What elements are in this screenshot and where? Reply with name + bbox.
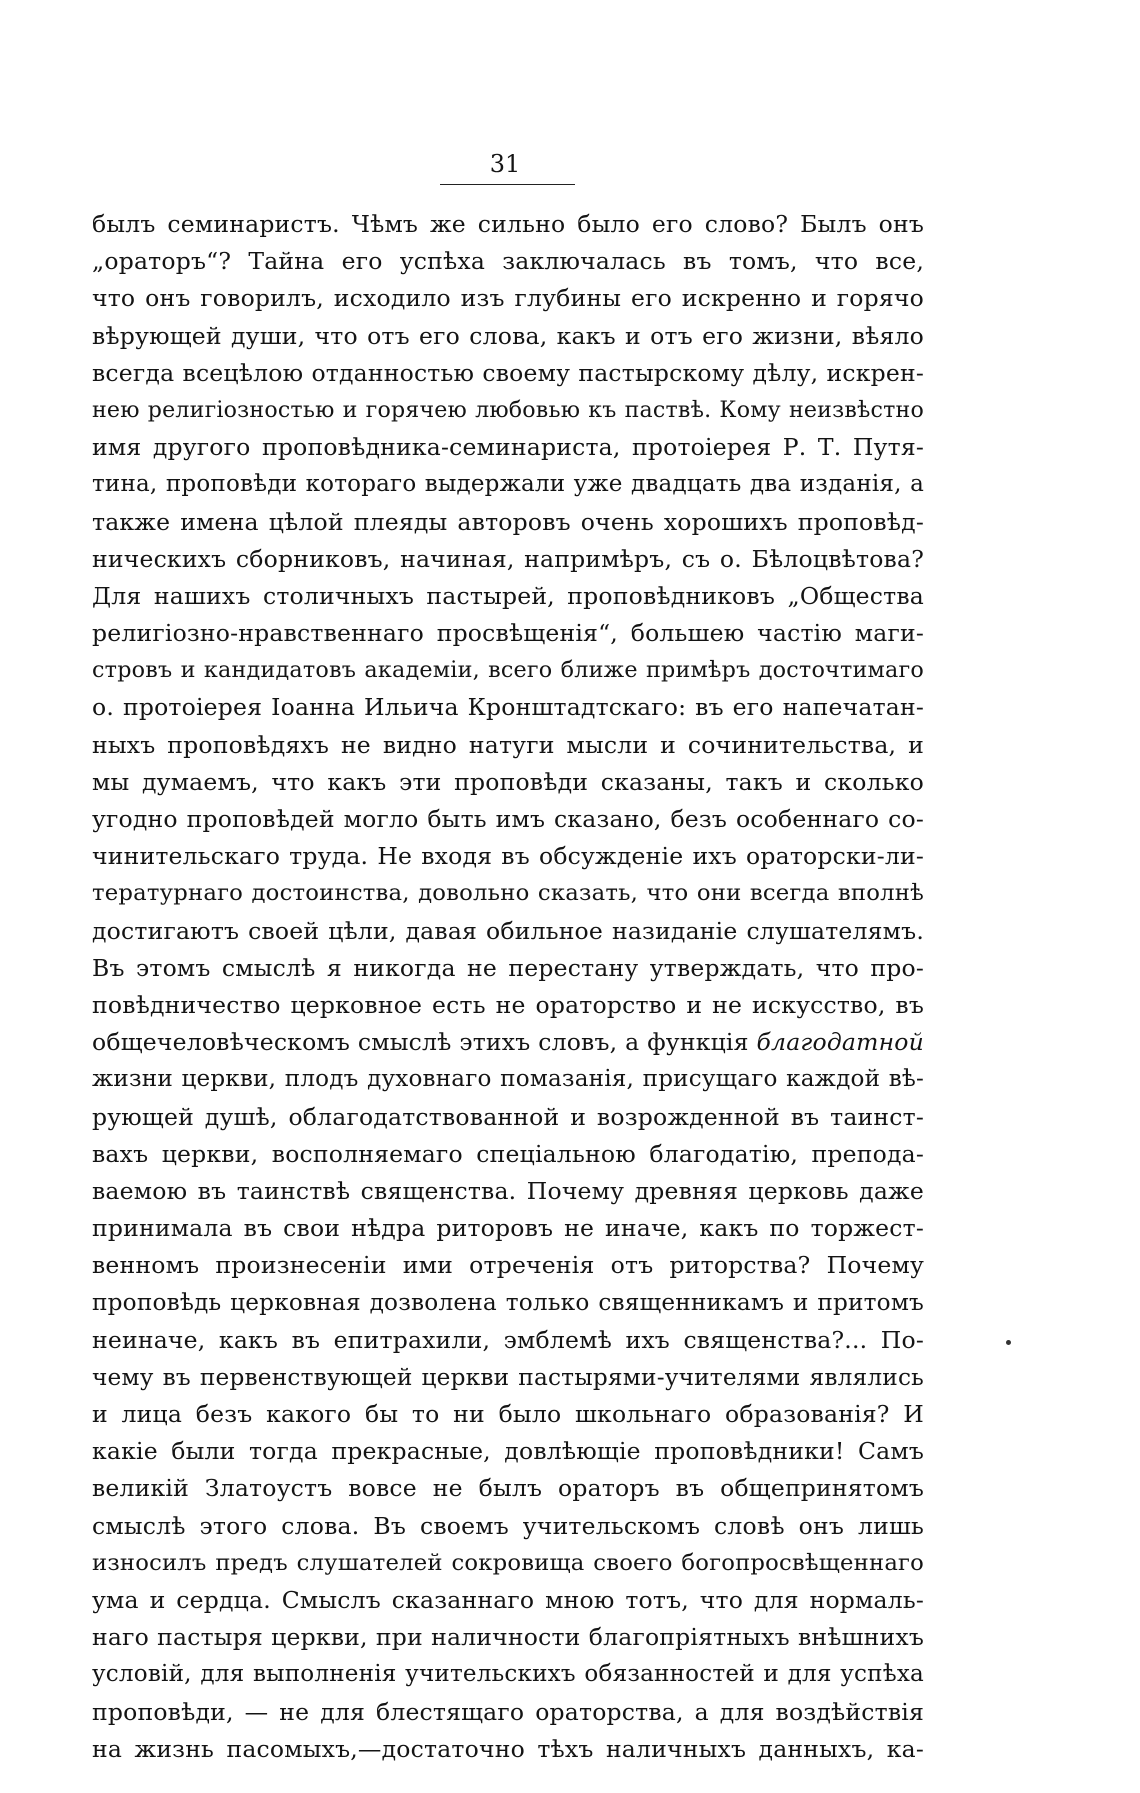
text-line: ническихъ сборниковъ, начиная, напримѣръ, съ о. Бѣлоцвѣтова? <box>92 544 924 573</box>
text-line: повѣдничество церковное есть не ораторство и не искусство, въ <box>92 990 924 1019</box>
text-line: вахъ церкви, восполняемаго спеціальною благодатію, препода- <box>92 1139 924 1168</box>
text-line: износилъ предъ слушателей сокровища своего богопросвѣщеннаго <box>92 1549 924 1576</box>
body-text <box>92 206 924 1768</box>
text-line: ваемою въ таинствѣ священства. Почему древняя церковь даже <box>92 1176 924 1205</box>
text-line: какіе были тогда прекрасные, довлѣющіе проповѣдники! Самъ <box>92 1437 924 1466</box>
text-line: великій Златоустъ вовсе не былъ ораторъ въ общепринятомъ <box>92 1474 924 1503</box>
text-line: мы думаемъ, что какъ эти проповѣди сказаны, такъ и сколько <box>92 767 924 796</box>
text-line: чему въ первенствующей церкви пастырями-учителями являлись <box>92 1363 924 1391</box>
text-line: Въ этомъ смыслѣ я никогда не перестану утверждать, что про- <box>92 953 924 982</box>
text-line: рующей душѣ, облагодатствованной и возрожденной въ таинст- <box>92 1102 924 1131</box>
text-line: нею религіозностью и горячею любовью къ паствѣ. Кому неизвѣстно <box>92 396 924 423</box>
text-line: чинительскаго труда. Не входя въ обсужденіе ихъ ораторски-ли- <box>92 842 924 871</box>
text-line: всегда всецѣлою отданностью своему пастырскому дѣлу, искрен- <box>92 358 924 387</box>
text-line: былъ семинаристъ. Чѣмъ же сильно было его слово? Былъ онъ <box>92 210 924 238</box>
text-line: что онъ говорилъ, исходило изъ глубины его искренно и горячо <box>92 284 924 313</box>
text-line: жизни церкви, плодъ духовнаго помазанія, присущаго каждой вѣ- <box>92 1066 924 1093</box>
text-line: вѣрующей души, что отъ его слова, какъ и отъ его жизни, вѣяло <box>92 321 924 350</box>
text-line: ума и сердца. Смыслъ сказаннаго мною тотъ, что для нормаль- <box>92 1585 924 1614</box>
text-line: стровъ и кандидатовъ академіи, всего ближе примѣръ досточтимаго <box>92 657 924 684</box>
text-line: неиначе, какъ въ епитрахили, эмблемѣ ихъ священства?... По- <box>92 1325 924 1354</box>
text-line: принимала въ свои нѣдра риторовъ не иначе, какъ по торжест- <box>92 1214 924 1243</box>
header-rule <box>440 184 575 185</box>
text-line: о. протоіерея Іоанна Ильича Кронштадтскаго: въ его напечатан- <box>92 693 924 722</box>
text-line: имя другого проповѣдника-семинариста, протоіерея Р. Т. Путя- <box>92 433 924 462</box>
text-line: достигаютъ своей цѣли, давая обильное назиданіе слушателямъ. <box>92 916 924 945</box>
text-line: и лица безъ какого бы то ни было школьнаго образованія? И <box>92 1400 924 1428</box>
text-line: наго пастыря церкви, при наличности благопріятныхъ внѣшнихъ <box>92 1623 924 1652</box>
text-line: религіозно-нравственнаго просвѣщенія“, большею частію маги- <box>92 619 924 648</box>
page-number: 31 <box>489 150 521 178</box>
text-line: тературнаго достоинства, довольно сказать, что они всегда вполнѣ <box>92 880 924 907</box>
text-line: венномъ произнесеніи ими отреченія отъ риторства? Почему <box>92 1251 924 1280</box>
stray-ink-dot <box>1006 1340 1011 1345</box>
text-line: проповѣдь церковная дозволена только священникамъ и притомъ <box>92 1289 924 1317</box>
italic-word: благодатной <box>756 1028 924 1057</box>
text-line: Для нашихъ столичныхъ пастырей, проповѣдниковъ „Общества <box>92 581 924 610</box>
text-line: „ораторъ“? Тайна его успѣха заключалась въ томъ, что все, <box>92 247 924 276</box>
text-line: также имена цѣлой плеяды авторовъ очень хорошихъ проповѣд- <box>92 507 924 536</box>
text-line: на жизнь пасомыхъ,—достаточно тѣхъ наличныхъ данныхъ, ка- <box>92 1734 924 1763</box>
text-line: смыслѣ этого слова. Въ своемъ учительскомъ словѣ онъ лишь <box>92 1511 924 1540</box>
text-line: тина, проповѣди котораго выдержали уже двадцать два изданія, а <box>92 471 924 498</box>
text-line: угодно проповѣдей могло быть имъ сказано, безъ особеннаго со- <box>92 805 924 833</box>
text-line: ныхъ проповѣдяхъ не видно натуги мысли и сочинительства, и <box>92 730 924 759</box>
text-line: проповѣди, — не для блестящаго ораторства, а для воздѣйствія <box>92 1697 924 1726</box>
text-line: условій, для выполненія учительскихъ обязанностей и для успѣха <box>92 1661 924 1688</box>
text-line: общечеловѣческомъ смыслѣ этихъ словъ, а функція благодатной <box>92 1028 924 1057</box>
